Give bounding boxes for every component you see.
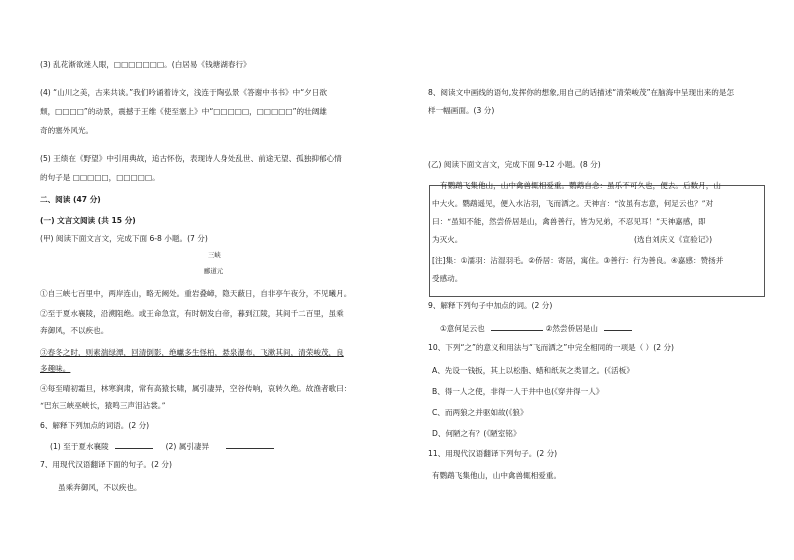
paragraph-2-line-1: ②至于夏水襄陵，沿溯阻绝。或王命急宣，有时朝发白帝，暮到江陵，其间千二百里，虽乘: [40, 309, 344, 318]
question-9-item-2-text: ②然尝侨居是山: [545, 324, 598, 333]
passage-jia-instruction: (甲) 阅读下面文言文，完成下面 6-8 小题。(7 分): [40, 234, 208, 243]
passage-yi-line-4: 为灭火。: [432, 235, 463, 244]
passage-yi-line-3: 曰：“虽知不能，然尝侨居是山，禽兽善行，皆为兄弟，不忍见耳！”天神嘉感，即: [432, 217, 706, 226]
option-d[interactable]: D、何陋之有？(《陋室铭》: [432, 429, 521, 438]
question-4-line-3: 奇的塞外风光。: [40, 126, 94, 135]
question-6-item-2-text: (2) 属引凄异: [165, 442, 210, 451]
section-2-heading: 二、阅读 (47 分): [40, 195, 101, 204]
question-7-sentence: 虽乘奔御风，不以疾也。: [58, 483, 142, 492]
question-6-item-1-text: (1) 至于夏水襄陵: [50, 442, 109, 451]
answer-blank[interactable]: [491, 322, 543, 331]
subsection-1-heading: (一) 文言文阅读 (共 15 分): [40, 216, 136, 225]
question-10: 10、下列“之”的意义和用法与“飞而洒之”中完全相同的一项是（ ）(2 分): [428, 343, 675, 352]
question-9: 9、解释下列句子中加点的词。(2 分): [428, 301, 553, 310]
passage-yi-instruction: (乙) 阅读下面文言文，完成下面 9-12 小题。(8 分): [428, 160, 601, 169]
paragraph-4-line-2: “巴东三峡巫峡长，猿鸣三声泪沾裳。”: [40, 401, 166, 410]
question-3: (3) 乱花渐欲迷人眼，□□□□□□□。(白居易《钱塘湖春行》: [40, 60, 251, 69]
question-5-line-2: 的句子是 □□□□□，□□□□□。: [40, 173, 160, 182]
question-6: 6、解释下列加点的词语。(2 分): [40, 421, 150, 430]
question-5-line-1: (5) 王绩在《野望》中引用典故，追古怀伤，表现诗人身处乱世、前途无望、孤独抑郁心情: [40, 154, 342, 163]
question-4-line-1: (4) “山川之美，古来共谈。”我们吟诵着诗文，浅连于陶弘景《答谢中书书》中“夕日欲: [40, 88, 327, 97]
option-a[interactable]: A、先设一钱扳，其上以松脂、蜡和纸灰之类冒之。(《活板》: [432, 366, 634, 375]
question-6-item-1: [50, 440, 274, 452]
question-8-line-2: 样一幅画面。(3 分): [428, 106, 495, 115]
option-b[interactable]: B、得一人之使，非得一人于井中也(《穿井得一人》: [432, 387, 604, 396]
paragraph-4-line-1: ④每至晴初霜旦，林寒涧肃，常有高猿长啸，属引凄异，空谷传响，哀转久绝。故渔者歌曰：: [40, 384, 352, 393]
paragraph-3-line-2: 多趣味。: [40, 364, 71, 373]
passage-title: 三峡: [208, 251, 221, 259]
passage-yi-source: (选自刘庆义《宣验记》): [634, 235, 713, 244]
answer-blank[interactable]: [115, 440, 153, 449]
answer-blank[interactable]: [226, 440, 274, 449]
question-11: 11、用现代汉语翻译下列句子。(2 分): [428, 449, 558, 458]
question-7: 7、用现代汉语翻译下面的句子。(2 分): [40, 460, 172, 469]
question-4-line-2: 颓，□□□□”的动景，震撼于王维《使至塞上》中“□□□□□，□□□□□”的壮阔雄: [40, 107, 327, 116]
question-9-item-1-text: ①意何足云也: [440, 324, 485, 333]
passage-yi-line-1: 有鹦鹉飞集他山，山中禽兽辄相爱重。鹦鹉自念：虽乐不可久也，便去。后数月，山: [440, 181, 721, 190]
answer-blank[interactable]: [604, 322, 632, 331]
question-11-sentence: 有鹦鹉飞集他山，山中禽兽辄相爱重。: [432, 471, 562, 480]
option-c[interactable]: C、而两狼之并驱如故(《狼》: [432, 408, 528, 417]
passage-yi-notes-line-1: [注]集：①濡羽：沾湿羽毛。②侨居：寄居，寓住。③善行：行为善良。④嘉感：赞扬并: [432, 256, 724, 265]
question-8-line-1: 8、阅读文中画线的语句,发挥你的想象,用自己的话描述“清荣峻茂”在脑海中呈现出来的是怎: [428, 88, 735, 97]
question-9-items: [440, 322, 632, 334]
paragraph-1: ①自三峡七百里中，两岸连山，略无阙处。重岩叠嶂，隐天蔽日，自非亭午夜分，不见曦月。: [40, 289, 352, 298]
paragraph-3-line-1: ③春冬之时，则素湍绿潭，回清倒影，绝巘多生怪柏，悬泉瀑布，飞漱其间，清荣峻茂，良: [40, 348, 344, 357]
passage-yi-notes-line-2: 受感动。: [432, 274, 463, 283]
passage-yi-line-2: 中大火。鹦鹉遥见，便入水沾羽，飞而洒之。天神言：“汝虽有志意，何足云也？”对: [432, 199, 714, 208]
paragraph-2-line-2: 奔御风，不以疾也。: [40, 326, 109, 335]
passage-author: 郦道元: [204, 267, 224, 275]
